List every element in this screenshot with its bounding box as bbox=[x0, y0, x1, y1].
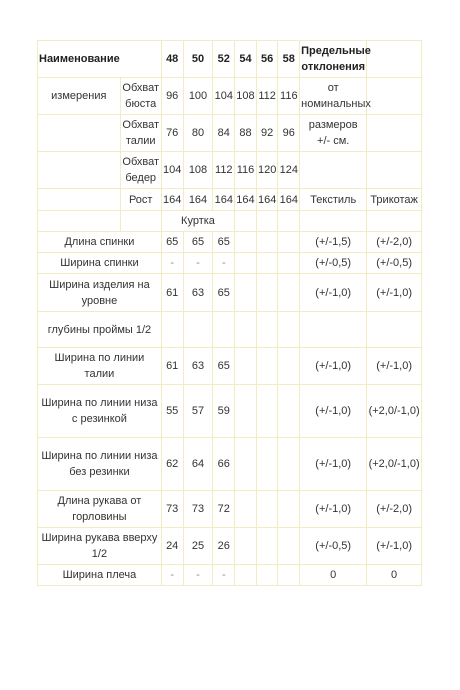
textile-tolerance: (+/-1,5) bbox=[300, 232, 367, 253]
row-label: Ширина плеча bbox=[38, 565, 162, 586]
empty-cell bbox=[38, 115, 121, 152]
value-cell: 61 bbox=[161, 274, 183, 312]
value-cell: 104 bbox=[161, 152, 183, 189]
value-cell: 65 bbox=[161, 232, 183, 253]
textile-tolerance: 0 bbox=[300, 565, 367, 586]
empty-cell bbox=[38, 152, 121, 189]
empty-cell bbox=[278, 491, 300, 528]
empty-cell bbox=[300, 211, 367, 232]
row-label: Ширина изделия на уровне bbox=[38, 274, 162, 312]
textile-tolerance: (+/-1,0) bbox=[300, 348, 367, 385]
value-cell: 164 bbox=[278, 189, 300, 211]
row-label: Длина рукава от горловины bbox=[38, 491, 162, 528]
value-cell: 96 bbox=[278, 115, 300, 152]
value-cell bbox=[213, 312, 235, 348]
value-cell: 100 bbox=[183, 78, 213, 115]
empty-cell bbox=[278, 438, 300, 491]
empty-cell bbox=[256, 385, 278, 438]
value-cell: 64 bbox=[183, 438, 213, 491]
empty-cell bbox=[367, 115, 422, 152]
knitwear-tolerance: (+/-1,0) bbox=[367, 274, 422, 312]
value-cell: 26 bbox=[213, 528, 235, 565]
value-cell: - bbox=[213, 253, 235, 274]
row-label: Обхват бюста bbox=[120, 78, 161, 115]
value-cell: - bbox=[213, 565, 235, 586]
empty-cell bbox=[256, 253, 278, 274]
measure-row-bust bbox=[38, 78, 422, 115]
knitwear-tolerance: (+/-1,0) bbox=[367, 348, 422, 385]
value-cell: 61 bbox=[161, 348, 183, 385]
row-label: Ширина рукава вверху 1/2 bbox=[38, 528, 162, 565]
empty-cell bbox=[367, 78, 422, 115]
value-cell: - bbox=[161, 565, 183, 586]
empty-cell bbox=[120, 211, 161, 232]
value-cell: 164 bbox=[213, 189, 235, 211]
empty-cell bbox=[256, 528, 278, 565]
value-cell: 164 bbox=[235, 189, 257, 211]
value-cell: 164 bbox=[161, 189, 183, 211]
empty-cell bbox=[256, 491, 278, 528]
value-cell: 55 bbox=[161, 385, 183, 438]
textile-tolerance: (+/-0,5) bbox=[300, 253, 367, 274]
value-cell: 66 bbox=[213, 438, 235, 491]
empty-cell bbox=[235, 348, 257, 385]
value-cell: 164 bbox=[183, 189, 213, 211]
empty-cell bbox=[235, 385, 257, 438]
textile-tolerance: (+/-1,0) bbox=[300, 274, 367, 312]
value-cell: 65 bbox=[183, 232, 213, 253]
value-cell: 59 bbox=[213, 385, 235, 438]
knitwear-tolerance: (+/-0,5) bbox=[367, 253, 422, 274]
size-48-header: 48 bbox=[161, 41, 183, 78]
value-cell: 24 bbox=[161, 528, 183, 565]
empty-cell bbox=[235, 528, 257, 565]
textile-tolerance: (+/-1,0) bbox=[300, 385, 367, 438]
value-cell: 84 bbox=[213, 115, 235, 152]
empty-cell bbox=[235, 565, 257, 586]
table-row bbox=[38, 253, 422, 274]
empty-cell bbox=[367, 211, 422, 232]
empty-cell bbox=[256, 312, 278, 348]
deviation-note: от номинальных bbox=[300, 78, 367, 115]
measure-row-height bbox=[38, 189, 422, 211]
knitwear-tolerance: (+/-1,0) bbox=[367, 528, 422, 565]
empty-cell bbox=[235, 274, 257, 312]
textile-tolerance: (+/-1,0) bbox=[300, 491, 367, 528]
deviation-header: Предельные отклонения bbox=[300, 41, 367, 78]
empty-cell bbox=[278, 274, 300, 312]
knitwear-tolerance: (+2,0/-1,0) bbox=[367, 385, 422, 438]
value-cell: 112 bbox=[213, 152, 235, 189]
measure-label: измерения bbox=[38, 78, 121, 115]
header-row bbox=[38, 41, 422, 78]
value-cell: 76 bbox=[161, 115, 183, 152]
empty-cell bbox=[367, 152, 422, 189]
table-row bbox=[38, 232, 422, 253]
row-label: глубины проймы 1/2 bbox=[38, 312, 162, 348]
size-50-header: 50 bbox=[183, 41, 213, 78]
table-row bbox=[38, 438, 422, 491]
value-cell: 120 bbox=[256, 152, 278, 189]
row-label: Длина спинки bbox=[38, 232, 162, 253]
measure-row-hips bbox=[38, 152, 422, 189]
knitwear-tolerance: 0 bbox=[367, 565, 422, 586]
value-cell: 57 bbox=[183, 385, 213, 438]
row-label: Ширина по линии низа без резинки bbox=[38, 438, 162, 491]
empty-cell bbox=[278, 211, 300, 232]
value-cell: 73 bbox=[183, 491, 213, 528]
row-label: Ширина по линии талии bbox=[38, 348, 162, 385]
value-cell: 112 bbox=[256, 78, 278, 115]
value-cell: 116 bbox=[235, 152, 257, 189]
empty-cell bbox=[256, 232, 278, 253]
empty-cell bbox=[278, 232, 300, 253]
empty-cell bbox=[235, 312, 257, 348]
deviation-note: размеров +/- см. bbox=[300, 115, 367, 152]
knitwear-column-header: Трикотаж bbox=[367, 189, 422, 211]
size-52-header: 52 bbox=[213, 41, 235, 78]
empty-cell bbox=[256, 211, 278, 232]
empty-cell bbox=[235, 232, 257, 253]
table-row bbox=[38, 565, 422, 586]
knitwear-tolerance: (+2,0/-1,0) bbox=[367, 438, 422, 491]
empty-cell bbox=[278, 253, 300, 274]
textile-tolerance: (+/-0,5) bbox=[300, 528, 367, 565]
empty-cell bbox=[235, 491, 257, 528]
header-name: Наименование bbox=[38, 41, 162, 78]
value-cell bbox=[161, 312, 183, 348]
table-row bbox=[38, 348, 422, 385]
value-cell: 164 bbox=[256, 189, 278, 211]
empty-cell bbox=[235, 253, 257, 274]
value-cell: 104 bbox=[213, 78, 235, 115]
empty-cell bbox=[278, 348, 300, 385]
empty-cell bbox=[256, 274, 278, 312]
size-chart-table bbox=[37, 40, 422, 586]
value-cell: 65 bbox=[213, 274, 235, 312]
empty-cell bbox=[235, 438, 257, 491]
value-cell: 108 bbox=[183, 152, 213, 189]
textile-tolerance: (+/-1,0) bbox=[300, 438, 367, 491]
empty-cell bbox=[38, 189, 121, 211]
value-cell: 92 bbox=[256, 115, 278, 152]
value-cell: 124 bbox=[278, 152, 300, 189]
value-cell: 65 bbox=[213, 232, 235, 253]
empty-cell bbox=[38, 211, 121, 232]
empty-cell bbox=[278, 565, 300, 586]
row-label: Ширина спинки bbox=[38, 253, 162, 274]
knitwear-tolerance: (+/-2,0) bbox=[367, 491, 422, 528]
table-row bbox=[38, 274, 422, 312]
textile-tolerance bbox=[300, 312, 367, 348]
value-cell: 63 bbox=[183, 274, 213, 312]
value-cell: 108 bbox=[235, 78, 257, 115]
value-cell: 72 bbox=[213, 491, 235, 528]
value-cell bbox=[183, 312, 213, 348]
value-cell: 62 bbox=[161, 438, 183, 491]
knitwear-tolerance: (+/-2,0) bbox=[367, 232, 422, 253]
empty-cell bbox=[367, 41, 422, 78]
row-label: Ширина по линии низа с резинкой bbox=[38, 385, 162, 438]
value-cell: 116 bbox=[278, 78, 300, 115]
measure-row-waist bbox=[38, 115, 422, 152]
value-cell: 80 bbox=[183, 115, 213, 152]
value-cell: 63 bbox=[183, 348, 213, 385]
row-label: Рост bbox=[120, 189, 161, 211]
size-54-header: 54 bbox=[235, 41, 257, 78]
table-row bbox=[38, 385, 422, 438]
section-row bbox=[38, 211, 422, 232]
empty-cell bbox=[256, 348, 278, 385]
textile-column-header: Текстиль bbox=[300, 189, 367, 211]
empty-cell bbox=[300, 152, 367, 189]
section-title: Куртка bbox=[161, 211, 234, 232]
value-cell: 73 bbox=[161, 491, 183, 528]
empty-cell bbox=[278, 312, 300, 348]
value-cell: 25 bbox=[183, 528, 213, 565]
value-cell: 88 bbox=[235, 115, 257, 152]
empty-cell bbox=[235, 211, 257, 232]
value-cell: - bbox=[183, 565, 213, 586]
empty-cell bbox=[256, 438, 278, 491]
row-label: Обхват бедер bbox=[120, 152, 161, 189]
value-cell: 65 bbox=[213, 348, 235, 385]
size-58-header: 58 bbox=[278, 41, 300, 78]
table-row bbox=[38, 528, 422, 565]
empty-cell bbox=[278, 385, 300, 438]
row-label: Обхват талии bbox=[120, 115, 161, 152]
knitwear-tolerance bbox=[367, 312, 422, 348]
value-cell: - bbox=[183, 253, 213, 274]
empty-cell bbox=[278, 528, 300, 565]
value-cell: - bbox=[161, 253, 183, 274]
empty-cell bbox=[256, 565, 278, 586]
value-cell: 96 bbox=[161, 78, 183, 115]
table-row bbox=[38, 491, 422, 528]
size-56-header: 56 bbox=[256, 41, 278, 78]
table-row bbox=[38, 312, 422, 348]
